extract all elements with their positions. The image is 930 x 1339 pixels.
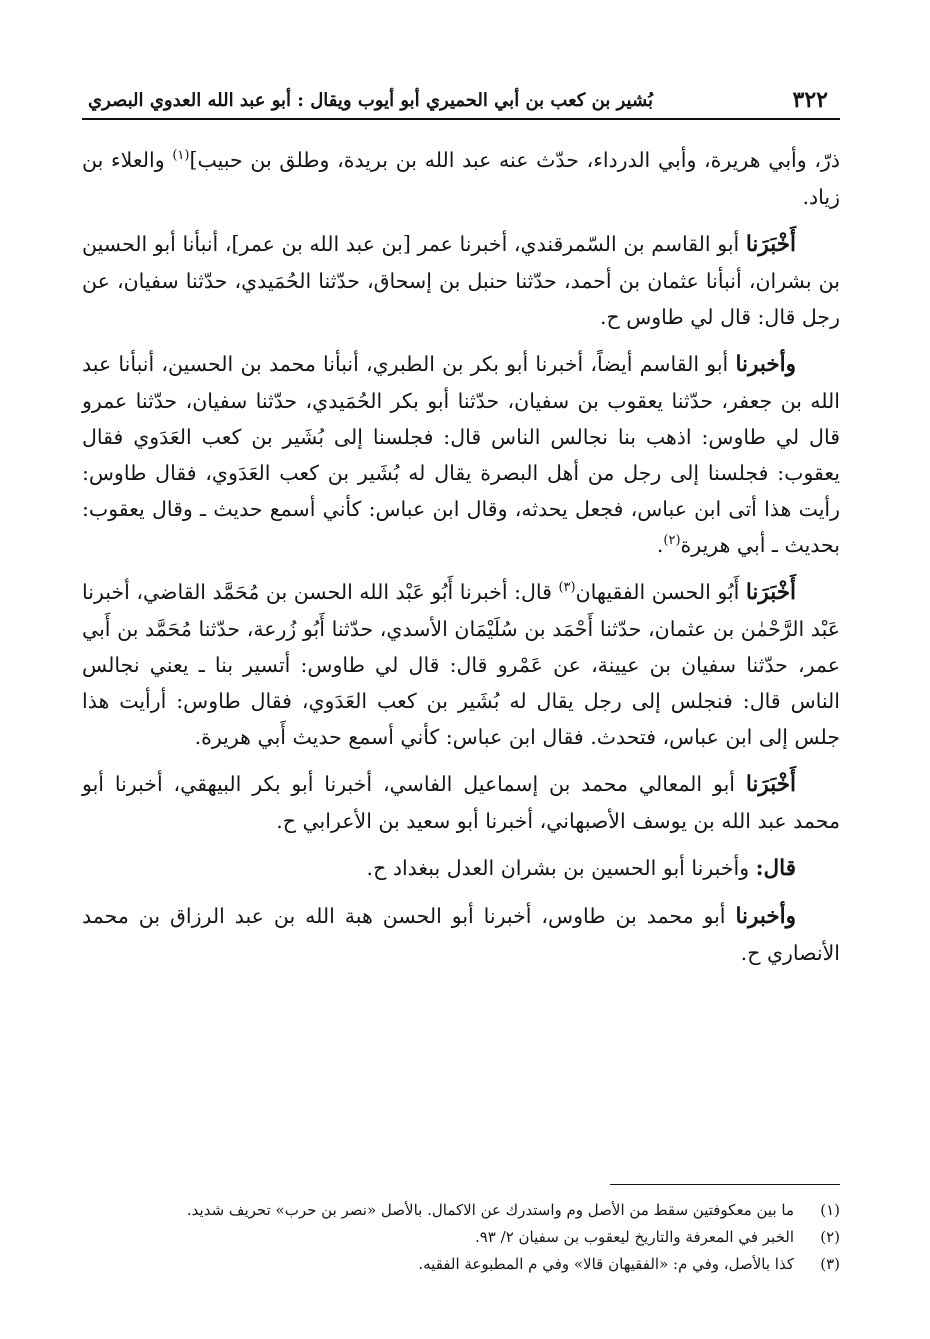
main-text <box>82 142 840 982</box>
paragraph <box>82 898 840 971</box>
paragraph <box>82 346 840 563</box>
paragraph-text: أَبُو الحسن الفقيهان <box>575 580 746 604</box>
footnote <box>82 1251 840 1278</box>
footnote-number: (٢) <box>820 1228 840 1246</box>
paragraph-tail: والعلاء بن زياد. <box>82 148 840 209</box>
footnote-text: ما بين معكوفتين سقط من الأصل وم واستدرك عن الاكمال. بالأصل «نصر بن حرب» تحريف شديد. <box>186 1201 794 1219</box>
paragraph-lead: أَخْبَرَنا <box>745 772 796 797</box>
paragraph-text: أبو محمد بن طاوس، أخبرنا أبو الحسن هبة الله بن عبد الرزاق بن محمد الأنصاري ح. <box>82 904 840 965</box>
footnote-marker: (٣) <box>558 580 576 596</box>
footnote-marker: (١) <box>172 148 190 164</box>
paragraph-text: أبو القاسم بن السّمرقندي، أخبرنا عمر [بن عبد الله بن عمر]، أنبأنا أبو الحسين بن بشران، أنبأنا عثمان بن أحمد، حدّثنا حنبل بن إسحاق، حدّثنا الحُمَيدي، حدّثنا سفيان، عن رجل قال: قال لي طاوس ح. <box>82 232 840 329</box>
footnote-text: الخبر في المعرفة والتاريخ ليعقوب بن سفيان ٢/ ٩٣. <box>474 1228 794 1246</box>
footnote-marker: (٢) <box>663 533 681 549</box>
footnote <box>82 1224 840 1251</box>
running-title: بُشير بن كعب بن أبي الحميري أبو أيوب ويقال : أبو عبد الله العدوي البصري <box>88 89 654 111</box>
paragraph-text: وأخبرنا أبو الحسين بن بشران العدل ببغداد ح. <box>366 856 756 880</box>
paragraph-text: أبو المعالي محمد بن إسماعيل الفاسي، أخبرنا أبو بكر البيهقي، أخبرنا أبو محمد عبد الله بن يوسف الأصبهاني، أخبرنا أبو سعيد بن الأعرابي ح. <box>82 772 840 833</box>
paragraph-lead: وأخبرنا <box>735 352 796 377</box>
paragraph-text: أبو القاسم أيضاً، أخبرنا أبو بكر بن الطبري، أنبأنا محمد بن الحسين، أنبأنا عبد الله بن جعفر، حدّثنا يعقوب بن سفيان، حدّثنا أبو بكر الحُمَيدي، حدّثنا سفيان، حدّثنا عمرو قال لي طاوس: اذهب بنا نجالس الناس قال: فجلسنا إلى بُشَير بن كعب العَدَوي فقال يعقوب: فجلسنا إلى رجل من أهل البصرة يقال له بُشَير بن كعب العَدَوي، فقال طاوس: رأيت هذا أتى ابن عباس، فجعل يحدثه، وقال ابن عباس: كأني أسمع حديث ـ وقال يعقوب: بحديث ـ أبي هريرة <box>82 352 840 557</box>
page-number: ٣٢٢ <box>792 87 828 113</box>
paragraph <box>82 850 840 887</box>
footnotes <box>82 1197 840 1278</box>
paragraph-lead: أَخْبَرَنا <box>745 580 796 605</box>
paragraph <box>82 226 840 335</box>
footnote-number: (٣) <box>820 1255 840 1273</box>
footnote-divider <box>610 1184 840 1185</box>
page-header <box>82 82 840 120</box>
paragraph-lead: قال: <box>755 856 796 881</box>
paragraph-lead: أَخْبَرَنا <box>745 232 796 257</box>
footnote-text: كذا بالأصل، وفي م: «الفقيهان قالا» وفي م المطبوعة الفقيه. <box>418 1255 794 1273</box>
paragraph <box>82 574 840 755</box>
paragraph-tail: . <box>656 533 664 557</box>
footnote <box>82 1197 840 1224</box>
paragraph <box>82 766 840 839</box>
paragraph-text: ذرّ، وأبي هريرة، وأبي الدرداء، حدّث عنه عبد الله بن بريدة، وطلق بن حبيب] <box>189 148 840 172</box>
paragraph-tail: قال: أخبرنا أَبُو عَبْد الله الحسن بن مُحَمَّد القاضي، أخبرنا عَبْد الرَّحْمٰن بن عثمان، حدّثنا أَحْمَد بن سُلَيْمَان الأسدي، حدّثنا أَبُو زُرعة، حدّثنا مُحَمَّد بن أَبي عمر، حدّثنا سفيان بن عيينة، عن عَمْرو قال: قال لي طاوس: أتسير بنا ـ يعني نجالس الناس قال: فنجلس إلى رجل يقال له بُشَير بن كعب العَدَوي، فقال طاوس: أرأيت هذا جلس إلى ابن عباس، فتحدث. فقال ابن عباس: كأني أسمع حديث أَبي هريرة. <box>82 580 840 749</box>
paragraph <box>82 142 840 215</box>
footnote-number: (١) <box>820 1201 840 1219</box>
paragraph-lead: وأخبرنا <box>735 904 796 929</box>
